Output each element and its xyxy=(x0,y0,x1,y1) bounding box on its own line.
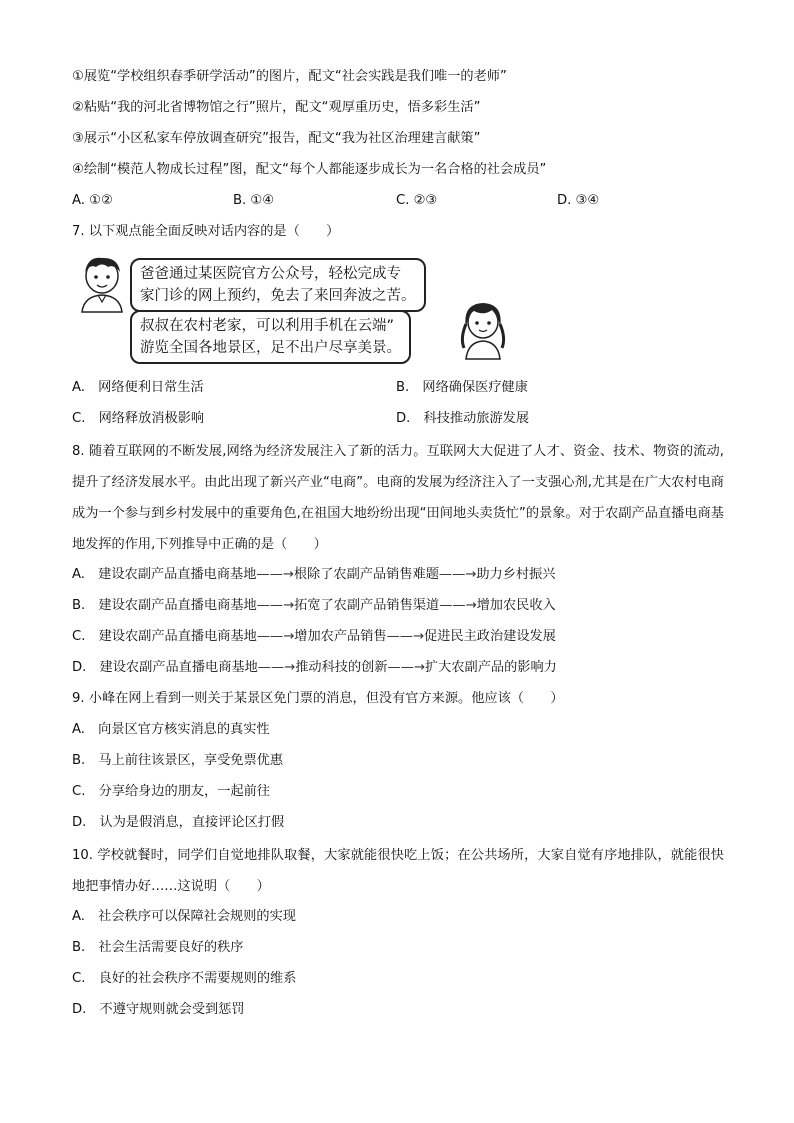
q9-option-c[interactable]: C. 分享给身边的朋友，一起前往 xyxy=(72,784,271,799)
q8-b-step-1: B. 建设农副产品直播电商基地 xyxy=(72,598,257,613)
dialogue-bubble-father xyxy=(130,258,426,312)
q8-c-step-1: C. 建设农副产品直播电商基地 xyxy=(72,629,257,644)
q7-option-c[interactable]: C. 网络释放消极影响 xyxy=(72,411,205,426)
q6-option-a[interactable]: A. ①② xyxy=(72,193,113,208)
bubble-father-line-1: 爸爸通过某医院官方公众号，轻松完成专 xyxy=(140,266,401,282)
arrow-icon: ——→ xyxy=(257,660,296,675)
q7-option-d[interactable]: D. 科技推动旅游发展 xyxy=(396,411,530,426)
q7-option-b[interactable]: B. 网络确保医疗健康 xyxy=(396,380,528,395)
q6-option-d[interactable]: D. ③④ xyxy=(557,193,600,208)
dialogue-illustration xyxy=(72,252,512,364)
q7-option-a[interactable]: A. 网络便利日常生活 xyxy=(72,380,204,395)
q9-option-d[interactable]: D. 认为是假消息，直接评论区打假 xyxy=(72,815,285,830)
arrow-icon: ——→ xyxy=(386,629,425,644)
q7-stem: 7. 以下观点能全面反映对话内容的是（ ） xyxy=(72,224,340,239)
bubble-father-line-2: 家门诊的网上预约，免去了来回奔波之苦。 xyxy=(140,288,416,304)
q10-option-b[interactable]: B. 社会生活需要良好的秩序 xyxy=(72,940,244,955)
dialogue-bubble-uncle xyxy=(130,310,411,364)
q8-d-step-3: 扩大农副产品的影响力 xyxy=(424,660,557,675)
arrow-icon: ——→ xyxy=(439,598,477,613)
arrow-icon: ——→ xyxy=(387,660,425,675)
q9-stem: 9. 小峰在网上看到一则关于某景区免门票的消息，但没有官方来源。他应该（ ） xyxy=(72,691,564,706)
q8-option-b[interactable] xyxy=(72,596,556,616)
q10-stem: 10. 学校就餐时，同学们自觉地排队取餐，大家就能很快吃上饭；在公共场所，大家自觉有序地排队，就能很快地把事情办好……这说明（ ） xyxy=(72,848,724,894)
q10-option-c[interactable]: C. 良好的社会秩序不需要规则的维系 xyxy=(72,971,297,986)
q10-option-d[interactable]: D. 不遵守规则就会受到惩罚 xyxy=(72,1002,245,1017)
q10-option-a[interactable]: A. 社会秩序可以保障社会规则的实现 xyxy=(72,909,296,924)
arrow-icon: ——→ xyxy=(256,629,295,644)
q8-option-c[interactable] xyxy=(72,627,556,647)
q8-b-step-2: 拓宽了农副产品销售渠道 xyxy=(294,598,440,613)
q8-a-step-3: 助力乡村振兴 xyxy=(476,567,556,582)
statement-1: ①展览“学校组织春季研学活动”的图片，配文“社会实践是我们唯一的老师” xyxy=(72,69,507,84)
q9-option-a[interactable]: A. 向景区官方核实消息的真实性 xyxy=(72,722,270,737)
q8-a-step-2: 根除了农副产品销售难题 xyxy=(293,567,439,582)
statement-3: ③展示“小区私家车停放调查研究”报告，配文“我为社区治理建言献策” xyxy=(72,131,481,146)
q6-option-c[interactable]: C. ②③ xyxy=(396,193,438,208)
q8-option-d[interactable] xyxy=(72,658,557,678)
q8-d-step-1: D. 建设农副产品直播电商基地 xyxy=(72,660,258,675)
statement-2: ②粘贴“我的河北省博物馆之行”照片，配文“观厚重历史，悟多彩生活” xyxy=(72,100,481,115)
q8-c-step-2: 增加农产品销售 xyxy=(294,629,387,644)
q8-d-step-2: 推动科技的创新 xyxy=(295,660,388,675)
bubble-uncle-line-2: 游览全国各地景区，足不出户尽享美景。 xyxy=(140,340,401,356)
q8-option-a[interactable] xyxy=(72,565,555,585)
arrow-icon: ——→ xyxy=(438,567,477,582)
q8-stem: 8. 随着互联网的不断发展,网络为经济发展注入了新的活力。互联网大大促进了人才、资金、技术、物资的流动,提升了经济发展水平。由此出现了新兴产业“电商”。电商的发展为经济注入了一支强心剂,尤其是在广大农村电商成为一个参与到乡村发展中的重要角色,在祖国大地纷纷出现“田间地头卖货忙”的景象。对于农副产品直播电商基地发挥的作用,下列推导中正确的是（ ） xyxy=(72,444,724,552)
q8-c-step-3: 促进民主政治建设发展 xyxy=(424,629,556,644)
q8-b-step-3: 增加农民收入 xyxy=(476,598,556,613)
arrow-icon: ——→ xyxy=(256,598,295,613)
statement-4: ④绘制“模范人物成长过程”图，配文“每个人都能逐步成长为一名合格的社会成员” xyxy=(72,162,547,177)
q6-option-b[interactable]: B. ①④ xyxy=(233,193,275,208)
girl-cartoon-icon xyxy=(454,298,512,360)
q9-option-b[interactable]: B. 马上前往该景区，享受免票优惠 xyxy=(72,753,284,768)
arrow-icon: ——→ xyxy=(256,567,294,582)
boy-cartoon-icon xyxy=(72,254,132,314)
bubble-uncle-line-1: 叔叔在农村老家，可以利用手机在云端” xyxy=(140,318,395,334)
q8-a-step-1: A. 建设农副产品直播电商基地 xyxy=(72,567,257,582)
